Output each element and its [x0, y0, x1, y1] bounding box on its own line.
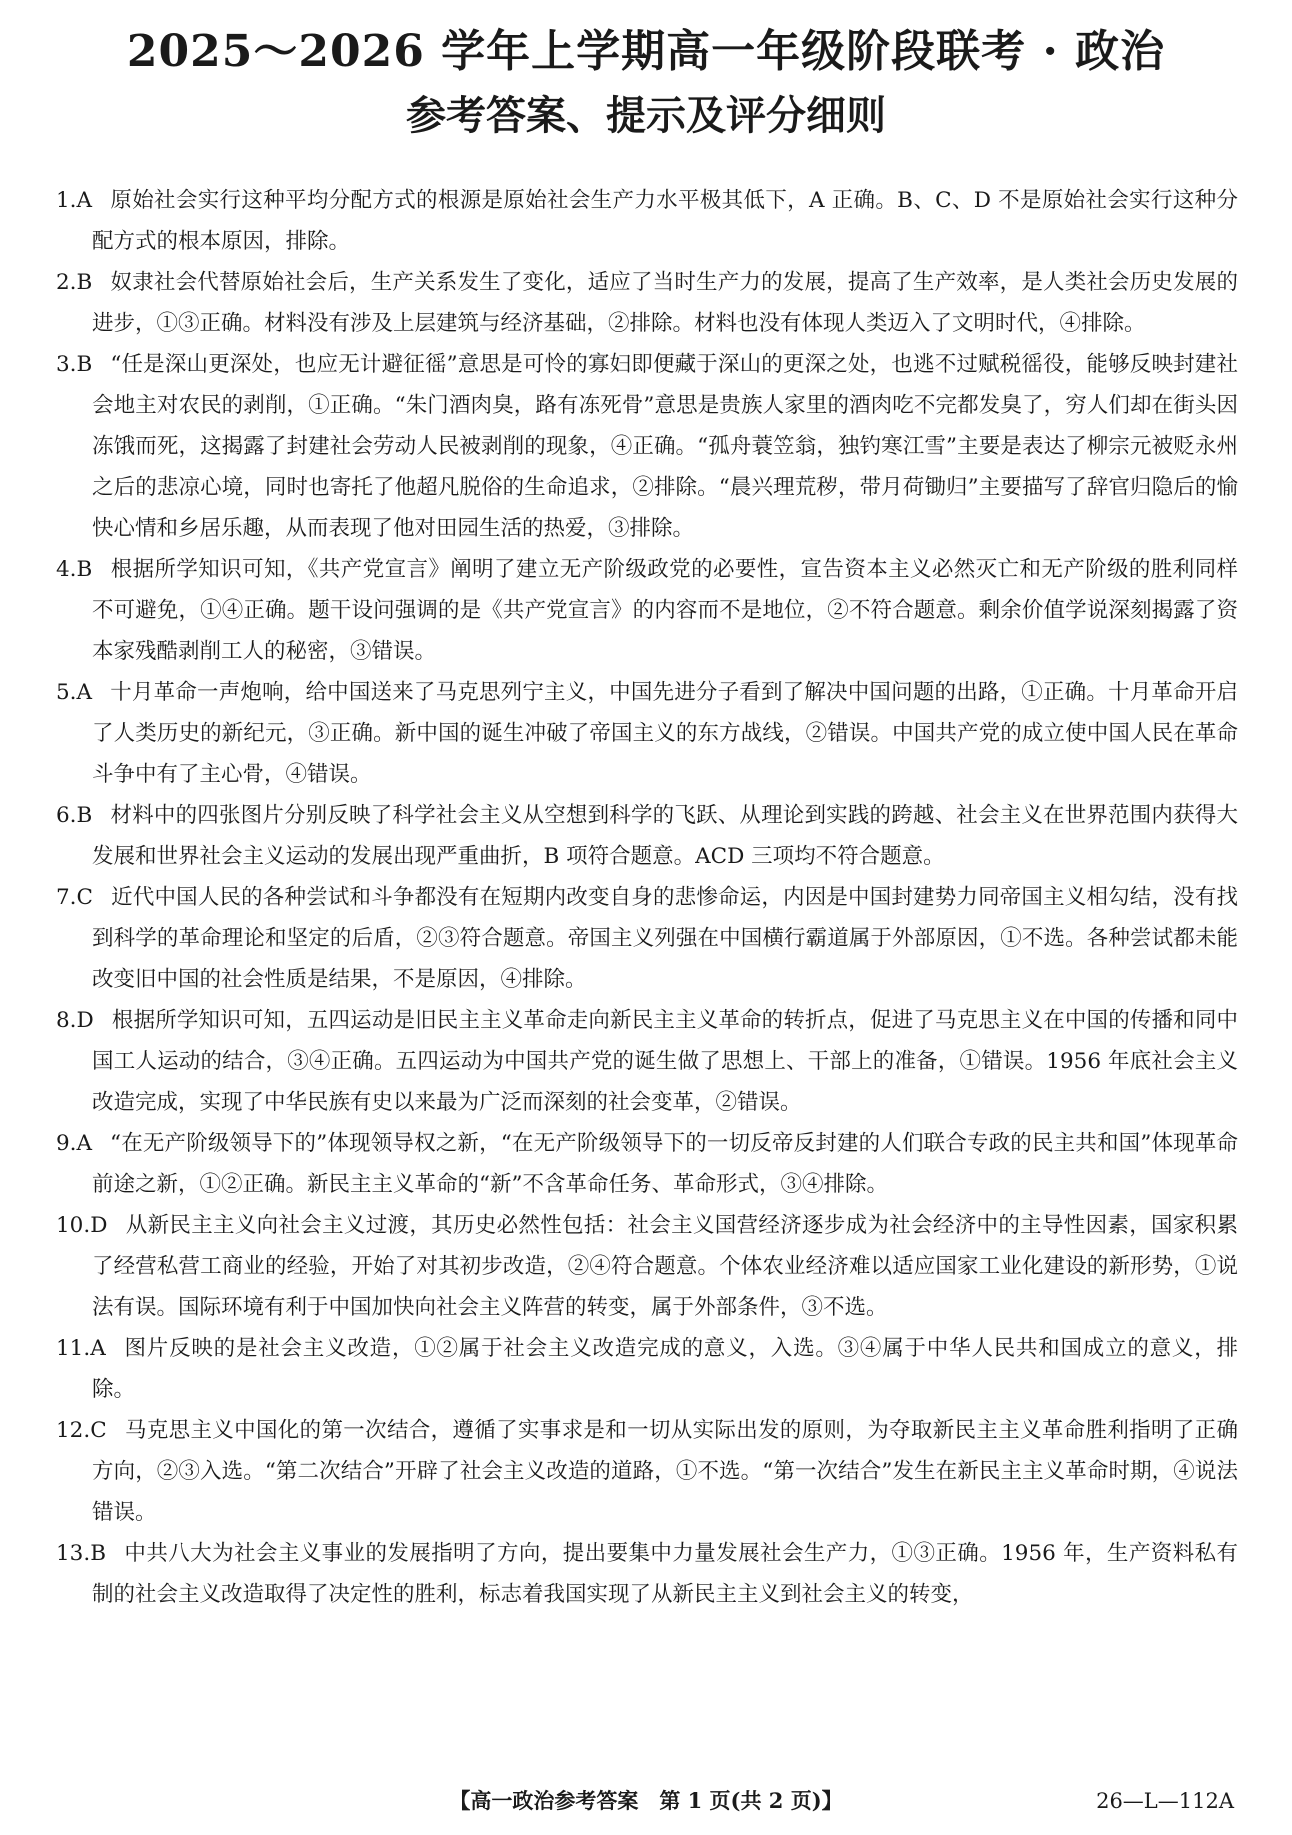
answer-item	[56, 344, 1238, 549]
item-answer: B	[90, 1541, 107, 1566]
item-explanation: 图片反映的是社会主义改造，①②属于社会主义改造完成的意义，入选。③④属于中华人民共和国成立的意义，排除。	[92, 1336, 1238, 1402]
answer-item	[56, 1000, 1238, 1123]
footer-page-info: 【高一政治参考答案 第 1 页(共 2 页)】	[449, 1788, 843, 1813]
item-answer: A	[90, 1336, 106, 1361]
item-explanation: 近代中国人民的各种尝试和斗争都没有在短期内改变自身的悲惨命运，内因是中国封建势力同帝国主义相勾结，没有找到科学的革命理论和坚定的后盾，②③符合题意。帝国主义列强在中国横行霸道属于外部原因，①不选。各种尝试都未能改变旧中国的社会性质是结果，不是原因，④排除。	[92, 885, 1238, 992]
item-number: 6.	[56, 803, 77, 828]
answer-item	[56, 1205, 1238, 1328]
item-answer: A	[76, 1131, 93, 1156]
page-footer	[0, 1783, 1292, 1819]
item-number: 3.	[56, 352, 77, 377]
answer-list	[56, 180, 1238, 1615]
item-number: 7.	[56, 885, 77, 910]
answer-item	[56, 1123, 1238, 1205]
item-explanation: 马克思主义中国化的第一次结合，遵循了实事求是和一切从实际出发的原则，为夺取新民主主义革命胜利指明了正确方向，②③入选。“第二次结合”开辟了社会主义改造的道路，①不选。“第一次结合”发生在新民主主义革命时期，④说法错误。	[92, 1418, 1238, 1525]
item-answer: B	[76, 803, 93, 828]
item-number: 5.	[56, 680, 77, 705]
item-answer: B	[76, 352, 93, 377]
answer-item	[56, 1328, 1238, 1410]
item-explanation: 中共八大为社会主义事业的发展指明了方向，提出要集中力量发展社会生产力，①③正确。1956 年，生产资料私有制的社会主义改造取得了决定性的胜利，标志着我国实现了从新民主主义到社会主义的转变，	[92, 1541, 1238, 1607]
item-answer: C	[90, 1418, 107, 1443]
answer-item	[56, 549, 1238, 672]
answer-item	[56, 180, 1238, 262]
item-number: 9.	[56, 1131, 77, 1156]
item-answer: B	[76, 270, 93, 295]
item-answer: A	[76, 188, 93, 213]
item-explanation: “在无产阶级领导下的”体现领导权之新，“在无产阶级领导下的一切反帝反封建的人们联合专政的民主共和国”体现革命前途之新，①②正确。新民主主义革命的“新”不含革命任务、革命形式，③④排除。	[92, 1131, 1238, 1197]
item-answer: D	[90, 1213, 108, 1238]
footer-doc-code: 26—L—112A	[1096, 1789, 1234, 1813]
item-explanation: 材料中的四张图片分别反映了科学社会主义从空想到科学的飞跃、从理论到实践的跨越、社会主义在世界范围内获得大发展和世界社会主义运动的发展出现严重曲折，B 项符合题意。ACD 三项均不符合题意。	[92, 803, 1238, 869]
item-number: 8.	[56, 1008, 77, 1033]
answer-item	[56, 795, 1238, 877]
item-explanation: “任是深山更深处，也应无计避征徭”意思是可怜的寡妇即便藏于深山的更深之处，也逃不过赋税徭役，能够反映封建社会地主对农民的剥削，①正确。“朱门酒肉臭，路有冻死骨”意思是贵族人家里的酒肉吃不完都发臭了，穷人们却在街头因冻饿而死，这揭露了封建社会劳动人民被剥削的现象，④正确。“孤舟蓑笠翁，独钓寒江雪”主要是表达了柳宗元被贬永州之后的悲凉心境，同时也寄托了他超凡脱俗的生命追求，②排除。“晨兴理荒秽，带月荷锄归”主要描写了辞官归隐后的愉快心情和乡居乐趣，从而表现了他对田园生活的热爱，③排除。	[92, 352, 1238, 541]
item-explanation: 从新民主主义向社会主义过渡，其历史必然性包括：社会主义国营经济逐步成为社会经济中的主导性因素，国家积累了经营私营工商业的经验，开始了对其初步改造，②④符合题意。个体农业经济难以适应国家工业化建设的新形势，①说法有误。国际环境有利于中国加快向社会主义阵营的转变，属于外部条件，③不选。	[92, 1213, 1238, 1320]
page-title: 2025～2026 学年上学期高一年级阶段联考 · 政治	[126, 26, 1166, 77]
item-number: 1.	[56, 188, 77, 213]
page-subtitle: 参考答案、提示及评分细则	[406, 92, 886, 139]
answer-item	[56, 262, 1238, 344]
item-number: 12.	[56, 1418, 91, 1443]
item-explanation: 奴隶社会代替原始社会后，生产关系发生了变化，适应了当时生产力的发展，提高了生产效率，是人类社会历史发展的进步，①③正确。材料没有涉及上层建筑与经济基础，②排除。材料也没有体现人类迈入了文明时代，④排除。	[92, 270, 1238, 336]
item-number: 10.	[56, 1213, 91, 1238]
item-number: 13.	[56, 1541, 91, 1566]
item-explanation: 十月革命一声炮响，给中国送来了马克思列宁主义，中国先进分子看到了解决中国问题的出路，①正确。十月革命开启了人类历史的新纪元，③正确。新中国的诞生冲破了帝国主义的东方战线，②错误。中国共产党的成立使中国人民在革命斗争中有了主心骨，④错误。	[92, 680, 1238, 787]
item-number: 11.	[56, 1336, 91, 1361]
answer-item	[56, 672, 1238, 795]
item-number: 2.	[56, 270, 77, 295]
item-number: 4.	[56, 557, 77, 582]
item-explanation: 根据所学知识可知，《共产党宣言》阐明了建立无产阶级政党的必要性，宣告资本主义必然灭亡和无产阶级的胜利同样不可避免，①④正确。题干设问强调的是《共产党宣言》的内容而不是地位，②不符合题意。剩余价值学说深刻揭露了资本家残酷剥削工人的秘密，③错误。	[92, 557, 1238, 664]
item-answer: C	[76, 885, 93, 910]
item-answer: D	[76, 1008, 94, 1033]
answer-item	[56, 1533, 1238, 1615]
item-answer: A	[76, 680, 93, 705]
answer-item	[56, 877, 1238, 1000]
item-explanation: 原始社会实行这种平均分配方式的根源是原始社会生产力水平极其低下，A 正确。B、C、D 不是原始社会实行这种分配方式的根本原因，排除。	[92, 188, 1238, 254]
item-answer: B	[76, 557, 93, 582]
answer-item	[56, 1410, 1238, 1533]
item-explanation: 根据所学知识可知，五四运动是旧民主主义革命走向新民主主义革命的转折点，促进了马克思主义在中国的传播和同中国工人运动的结合，③④正确。五四运动为中国共产党的诞生做了思想上、干部上的准备，①错误。1956 年底社会主义改造完成，实现了中华民族有史以来最为广泛而深刻的社会变革，②错误。	[92, 1008, 1238, 1115]
